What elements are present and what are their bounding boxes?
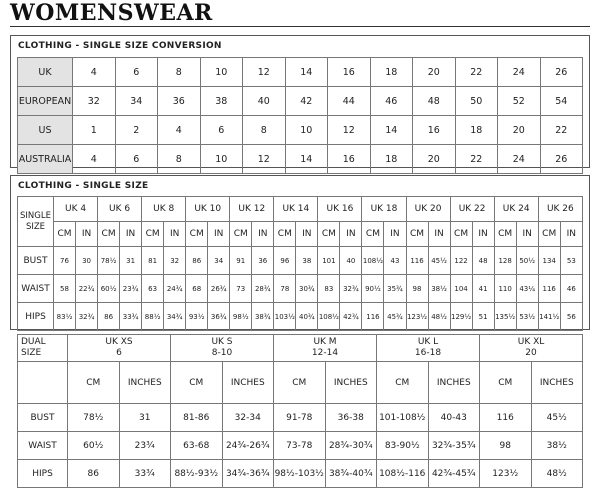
size-header: UK 4: [54, 197, 98, 222]
cell-value: 12: [243, 58, 286, 87]
cell-value: 22: [540, 116, 583, 145]
cell-value: 40¾: [296, 303, 318, 331]
cell-value: 33¾: [119, 460, 171, 488]
cell-value: 78½: [98, 247, 120, 275]
row-label: BUST: [18, 404, 68, 432]
row-label: HIPS: [18, 460, 68, 488]
unit-inches: INCHES: [531, 362, 583, 404]
size-header: UK 18: [362, 197, 406, 222]
cell-value: 32¾: [76, 303, 98, 331]
cell-value: 34: [115, 87, 158, 116]
cell-value: 101-108½: [377, 404, 429, 432]
cell-value: 16: [328, 58, 371, 87]
unit-in: IN: [472, 222, 494, 247]
cell-value: 103½: [274, 303, 296, 331]
dual-size-name: UK L: [417, 337, 439, 347]
unit-cm: CM: [98, 222, 120, 247]
cell-value: 8: [243, 116, 286, 145]
cell-value: 52: [498, 87, 541, 116]
cell-value: 28¾-30¾: [325, 432, 377, 460]
cell-value: 122: [450, 247, 472, 275]
cell-value: 90½: [362, 275, 384, 303]
unit-inches: INCHES: [325, 362, 377, 404]
cell-value: 26¾: [208, 275, 230, 303]
cell-value: 38½: [531, 432, 583, 460]
unit-cm: CM: [362, 222, 384, 247]
unit-in: IN: [164, 222, 186, 247]
cell-value: 78: [274, 275, 296, 303]
cell-value: 108½: [362, 247, 384, 275]
cell-value: 123½: [480, 460, 532, 488]
row-label: BUST: [18, 247, 54, 275]
dual-size-header: [274, 335, 377, 362]
cell-value: 2: [115, 116, 158, 145]
cell-value: 81-86: [171, 404, 223, 432]
cell-value: 83: [318, 275, 340, 303]
cell-value: 22: [455, 58, 498, 87]
cell-value: 35¾: [384, 275, 406, 303]
cell-value: 48: [472, 247, 494, 275]
cell-value: 24¾-26¾: [222, 432, 274, 460]
dual-size-name: UK XS: [105, 337, 133, 347]
cell-value: 73: [230, 275, 252, 303]
cell-value: 88½: [142, 303, 164, 331]
cell-value: 53: [560, 247, 582, 275]
cell-value: 43: [384, 247, 406, 275]
cell-value: 44: [328, 87, 371, 116]
size-header: UK 6: [98, 197, 142, 222]
conversion-row: [18, 87, 583, 116]
cell-value: 4: [73, 145, 116, 174]
unit-cm: CM: [480, 362, 532, 404]
unit-in: IN: [384, 222, 406, 247]
unit-cm: CM: [68, 362, 120, 404]
size-header: UK 22: [450, 197, 494, 222]
size-header: UK 20: [406, 197, 450, 222]
size-header: UK 14: [274, 197, 318, 222]
cell-value: 8: [158, 58, 201, 87]
unit-cm: CM: [538, 222, 560, 247]
unit-in: IN: [252, 222, 274, 247]
unit-cm: CM: [142, 222, 164, 247]
dual-measure-row: [18, 404, 583, 432]
cell-value: 129½: [450, 303, 472, 331]
size-header: UK 10: [186, 197, 230, 222]
dual-size-header: [68, 335, 171, 362]
unit-cm: CM: [494, 222, 516, 247]
cell-value: 26: [540, 145, 583, 174]
cell-value: 1: [73, 116, 116, 145]
cell-value: 16: [328, 145, 371, 174]
cell-value: 32: [73, 87, 116, 116]
cell-value: 40: [340, 247, 362, 275]
cell-value: 4: [158, 116, 201, 145]
cell-value: 83½: [54, 303, 76, 331]
cell-value: 63-68: [171, 432, 223, 460]
size-header-row: [18, 197, 583, 222]
cell-value: 98: [480, 432, 532, 460]
dual-size-name: UK M: [313, 337, 337, 347]
single-size-heading: CLOTHING - SINGLE SIZE: [18, 181, 149, 191]
cell-value: 36-38: [325, 404, 377, 432]
cell-value: 134: [538, 247, 560, 275]
unit-in: IN: [560, 222, 582, 247]
dual-measure-row: [18, 460, 583, 488]
cell-value: 20: [413, 58, 456, 87]
size-header: UK 26: [538, 197, 582, 222]
cell-value: 50½: [516, 247, 538, 275]
cell-value: 4: [73, 58, 116, 87]
cell-value: 116: [406, 247, 428, 275]
cell-value: 45½: [531, 404, 583, 432]
cell-value: 45½: [428, 247, 450, 275]
size-header: UK 16: [318, 197, 362, 222]
size-header: UK 8: [142, 197, 186, 222]
cell-value: 40: [243, 87, 286, 116]
cell-value: 12: [243, 145, 286, 174]
unit-in: IN: [208, 222, 230, 247]
unit-cm: CM: [186, 222, 208, 247]
cell-value: 43¼: [516, 275, 538, 303]
row-label: UK: [18, 58, 73, 87]
cell-value: 10: [285, 116, 328, 145]
unit-cm: CM: [318, 222, 340, 247]
empty-cell: [18, 362, 68, 404]
unit-inches: INCHES: [222, 362, 274, 404]
dual-size-name: UK XL: [517, 337, 545, 347]
cell-value: 88½-93½: [171, 460, 223, 488]
cell-value: 91: [230, 247, 252, 275]
unit-inches: INCHES: [428, 362, 480, 404]
cell-value: 18: [370, 58, 413, 87]
cell-value: 101: [318, 247, 340, 275]
cell-value: 83-90½: [377, 432, 429, 460]
cell-value: 98: [406, 275, 428, 303]
dual-size-numbers: 16-18: [414, 348, 442, 358]
cell-value: 98½: [230, 303, 252, 331]
cell-value: 34: [208, 247, 230, 275]
cell-value: 41: [472, 275, 494, 303]
unit-cm: CM: [406, 222, 428, 247]
cell-value: 93½: [186, 303, 208, 331]
single-size-table: [17, 196, 583, 331]
cell-value: 32: [164, 247, 186, 275]
page-title: WOMENSWEAR: [10, 0, 213, 26]
cell-value: 18: [455, 116, 498, 145]
cell-value: 34¾: [164, 303, 186, 331]
cell-value: 30: [76, 247, 98, 275]
unit-cm: CM: [274, 222, 296, 247]
conversion-row: [18, 58, 583, 87]
cell-value: 23¾: [120, 275, 142, 303]
cell-value: 60½: [68, 432, 120, 460]
cell-value: 34¾-36¾: [222, 460, 274, 488]
cell-value: 81: [142, 247, 164, 275]
dual-size-numbers: 8-10: [211, 348, 233, 358]
dual-unit-row: [18, 362, 583, 404]
cell-value: 14: [285, 145, 328, 174]
unit-in: IN: [516, 222, 538, 247]
cell-value: 73-78: [274, 432, 326, 460]
cell-value: 48½: [531, 460, 583, 488]
unit-cm: CM: [230, 222, 252, 247]
row-label: EUROPEAN: [18, 87, 73, 116]
measure-row: [18, 275, 583, 303]
cell-value: 20: [498, 116, 541, 145]
dual-size-numbers: 6: [116, 348, 122, 358]
cell-value: 116: [362, 303, 384, 331]
unit-in: IN: [76, 222, 98, 247]
cell-value: 116: [538, 275, 560, 303]
cell-value: 38¾-40¾: [325, 460, 377, 488]
cell-value: 36: [252, 247, 274, 275]
conversion-row: [18, 145, 583, 174]
unit-cm: CM: [274, 362, 326, 404]
dual-measure-row: [18, 432, 583, 460]
cell-value: 116: [480, 404, 532, 432]
cell-value: 38: [200, 87, 243, 116]
cell-value: 30¾: [296, 275, 318, 303]
dual-size-table: [17, 334, 583, 488]
cell-value: 6: [115, 58, 158, 87]
cell-value: 58: [54, 275, 76, 303]
dual-size-corner: DUAL SIZE: [18, 335, 68, 362]
row-label: AUSTRALIA: [18, 145, 73, 174]
cell-value: 32-34: [222, 404, 274, 432]
row-label: HIPS: [18, 303, 54, 331]
conversion-row: [18, 116, 583, 145]
cell-value: 26: [540, 58, 583, 87]
cell-value: 31: [119, 404, 171, 432]
size-header: UK 24: [494, 197, 538, 222]
cell-value: 42: [285, 87, 328, 116]
cell-value: 38: [296, 247, 318, 275]
conversion-heading: CLOTHING - SINGLE SIZE CONVERSION: [18, 41, 222, 51]
title-rule: [10, 26, 590, 27]
dual-size-numbers: 12-14: [311, 348, 339, 358]
cell-value: 10: [200, 145, 243, 174]
cell-value: 46: [560, 275, 582, 303]
cell-value: 45¾: [384, 303, 406, 331]
cell-value: 128: [494, 247, 516, 275]
cell-value: 91-78: [274, 404, 326, 432]
cell-value: 33¾: [120, 303, 142, 331]
cell-value: 36¾: [208, 303, 230, 331]
cell-value: 24¾: [164, 275, 186, 303]
cell-value: 24: [498, 58, 541, 87]
cell-value: 51: [472, 303, 494, 331]
dual-header-row: [18, 335, 583, 362]
unit-cm: CM: [377, 362, 429, 404]
conversion-table: [17, 57, 583, 174]
cell-value: 38¾: [252, 303, 274, 331]
cell-value: 23¾: [119, 432, 171, 460]
row-label: WAIST: [18, 275, 54, 303]
cell-value: 40-43: [428, 404, 480, 432]
cell-value: 123½: [406, 303, 428, 331]
cell-value: 22¾: [76, 275, 98, 303]
dual-size-name: UK S: [211, 337, 233, 347]
cell-value: 10: [200, 58, 243, 87]
cell-value: 14: [370, 116, 413, 145]
unit-cm: CM: [171, 362, 223, 404]
cell-value: 6: [115, 145, 158, 174]
dual-size-header: [171, 335, 274, 362]
cell-value: 78½: [68, 404, 120, 432]
unit-in: IN: [428, 222, 450, 247]
unit-cm: CM: [450, 222, 472, 247]
dual-size-header: [377, 335, 480, 362]
dual-size-numbers: 20: [525, 348, 537, 358]
cell-value: 16: [413, 116, 456, 145]
cell-value: 32¾: [340, 275, 362, 303]
row-label: US: [18, 116, 73, 145]
cell-value: 42¾-45¾: [428, 460, 480, 488]
cell-value: 8: [158, 145, 201, 174]
cell-value: 56: [560, 303, 582, 331]
cell-value: 63: [142, 275, 164, 303]
cell-value: 108½-116: [377, 460, 429, 488]
cell-value: 20: [413, 145, 456, 174]
cell-value: 36: [158, 87, 201, 116]
cell-value: 48½: [428, 303, 450, 331]
cell-value: 38½: [428, 275, 450, 303]
cell-value: 104: [450, 275, 472, 303]
cell-value: 12: [328, 116, 371, 145]
cell-value: 96: [274, 247, 296, 275]
cell-value: 86: [98, 303, 120, 331]
cell-value: 86: [68, 460, 120, 488]
cell-value: 48: [413, 87, 456, 116]
cell-value: 135½: [494, 303, 516, 331]
unit-row: [18, 222, 583, 247]
row-label: WAIST: [18, 432, 68, 460]
single-size-corner: SINGLE SIZE: [18, 197, 54, 247]
measure-row: [18, 303, 583, 331]
dual-size-header: [480, 335, 583, 362]
cell-value: 14: [285, 58, 328, 87]
cell-value: 32¾-35¾: [428, 432, 480, 460]
cell-value: 42¾: [340, 303, 362, 331]
cell-value: 60½: [98, 275, 120, 303]
cell-value: 54: [540, 87, 583, 116]
unit-cm: CM: [54, 222, 76, 247]
cell-value: 22: [455, 145, 498, 174]
size-header: UK 12: [230, 197, 274, 222]
cell-value: 50: [455, 87, 498, 116]
cell-value: 108½: [318, 303, 340, 331]
cell-value: 141½: [538, 303, 560, 331]
unit-in: IN: [296, 222, 318, 247]
unit-in: IN: [340, 222, 362, 247]
cell-value: 110: [494, 275, 516, 303]
cell-value: 86: [186, 247, 208, 275]
cell-value: 24: [498, 145, 541, 174]
cell-value: 76: [54, 247, 76, 275]
cell-value: 31: [120, 247, 142, 275]
measure-row: [18, 247, 583, 275]
cell-value: 18: [370, 145, 413, 174]
cell-value: 28¾: [252, 275, 274, 303]
cell-value: 46: [370, 87, 413, 116]
cell-value: 98½-103½: [274, 460, 326, 488]
cell-value: 68: [186, 275, 208, 303]
cell-value: 53½: [516, 303, 538, 331]
cell-value: 6: [200, 116, 243, 145]
unit-inches: INCHES: [119, 362, 171, 404]
unit-in: IN: [120, 222, 142, 247]
